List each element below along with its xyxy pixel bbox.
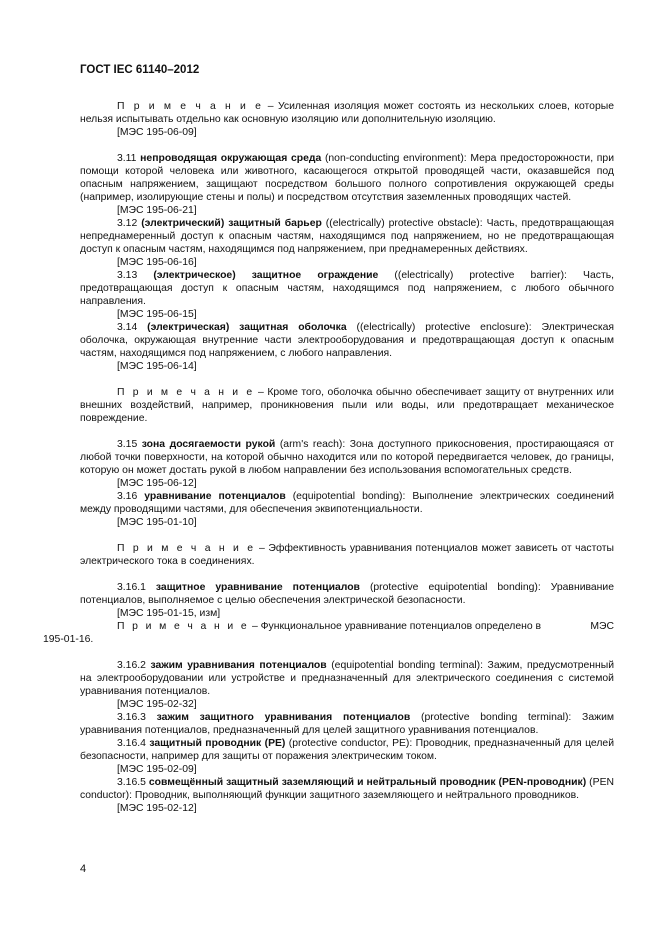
reference: [МЭС 195-06-15] [117, 309, 197, 320]
clause-number: 3.16.2 [117, 660, 146, 671]
note-label: П р и м е ч а н и е [117, 101, 264, 112]
reference: [МЭС 195-06-14] [117, 361, 197, 372]
clause-text: (non-conducting environment): Мера предосторожности, при помощи которой человека или животного, касающегося открытой проводящей части, оказавшейся под опасным напряжением, защищают посредством большого полного сопротивления окружающей среды (например, изолирующие стены и полы) и посредством отсутствия заземленных проводящих частей. [80, 153, 615, 203]
note-paragraph [80, 386, 614, 425]
clause-text: (equipotential bonding): Выполнение электрических соединений между проводящими частями, для обеспечения эквипотенциальности. [80, 491, 615, 515]
reference: [МЭС 195-02-12] [117, 803, 197, 814]
reference: [МЭС 195-02-09] [117, 764, 197, 775]
clause-3-16 [80, 490, 614, 516]
clause-term: (электрическая) защитная оболочка [147, 322, 347, 333]
reference: [МЭС 195-06-09] [117, 127, 197, 138]
clause-text: (protective bonding terminal): Зажим уравнивания потенциалов, предназначенный для целей защитного уравнивания потенциалов. [80, 712, 615, 736]
clause-number: 3.16 [117, 491, 138, 502]
note-ref-tail-2: 195-01-16. [43, 634, 94, 645]
clause-number: 3.16.1 [117, 582, 146, 593]
note-paragraph [43, 620, 614, 646]
clause-number: 3.16.5 [117, 777, 146, 788]
note-paragraph [80, 542, 614, 568]
note-text: – Функциональное уравнивание потенциалов определено в [249, 621, 542, 632]
clause-number: 3.11 [117, 153, 137, 164]
note-label: П р и м е ч а н и е [117, 621, 250, 632]
page-number: 4 [80, 863, 87, 875]
clause-term: уравнивание потенциалов [144, 491, 286, 502]
clause-number: 3.16.4 [117, 738, 146, 749]
clause-term: защитный проводник (PE) [149, 738, 286, 749]
note-ref-tail: МЭС [590, 621, 614, 632]
note-paragraph [80, 100, 614, 126]
reference: [МЭС 195-01-10] [117, 517, 197, 528]
reference: [МЭС 195-06-16] [117, 257, 197, 268]
clause-3-16-2 [80, 659, 614, 698]
clause-text: ((electrically) protective enclosure): Электрическая оболочка, окружающая внутренние части электрооборудования и предотвращающая доступ к опасным частям, находящимся под напряжением, с любого направления. [80, 322, 614, 359]
clause-3-12 [80, 217, 614, 256]
clause-number: 3.14 [117, 322, 138, 333]
clause-term: зона досягаемости рукой [141, 439, 276, 450]
clause-term: (электрическое) защитное ограждение [153, 270, 379, 281]
document-header: ГОСТ IEC 61140–2012 [80, 64, 200, 76]
reference: [МЭС 195-06-12] [117, 478, 197, 489]
clause-3-15 [80, 438, 614, 477]
clause-text: (protective conductor, PE): Проводник, предназначенный для целей безопасности, например для защиты от поражения электрическим током. [80, 738, 614, 762]
clause-number: 3.15 [117, 439, 138, 450]
clause-3-11 [80, 152, 614, 204]
clause-term: зажим уравнивания потенциалов [150, 660, 327, 671]
clause-term: зажим защитного уравнивания потенциалов [156, 712, 411, 723]
clause-number: 3.16.3 [117, 712, 146, 723]
clause-3-16-5 [80, 776, 614, 802]
note-text: – Усиленная изоляция может состоять из нескольких слоев, которые нельзя испытывать отдельно как основную изоляцию или дополнительную изоляцию. [80, 101, 614, 125]
reference: [МЭС 195-06-21] [117, 205, 197, 216]
note-text: – Эффективность уравнивания потенциалов может зависеть от частоты электрического тока в соединениях. [80, 543, 614, 567]
reference: [МЭС 195-01-15, изм] [117, 608, 221, 619]
clause-term: защитное уравнивание потенциалов [155, 582, 360, 593]
note-label: П р и м е ч а н и е [117, 387, 255, 398]
clause-term: совмещённый защитный заземляющий и нейтральный проводник (PEN-проводник) [148, 777, 587, 788]
clause-text: ((electrically) protective barrier): Часть, предотвращающая доступ к опасным частям, находящимся под напряжением, с любого обычного направления. [80, 270, 614, 307]
clause-text: (PEN conductor): Проводник, выполняющий функции защитного заземляющего и нейтрального проводников. [80, 777, 614, 801]
clause-term: (электрический) защитный барьер [141, 218, 322, 229]
clause-number: 3.12 [117, 218, 138, 229]
clause-text: (equipotential bonding terminal): Зажим, предусмотренный на электрооборудовании или устройстве и предназначенный для электрического соединения с системой уравнивания потенциалов. [80, 660, 615, 697]
clause-3-13 [80, 269, 614, 308]
clause-3-16-4 [80, 737, 614, 763]
clause-3-14 [80, 321, 614, 360]
note-label: П р и м е ч а н и е [117, 543, 256, 554]
clause-text: ((electrically) protective obstacle): Часть, предотвращающая непреднамеренный доступ к опасным частям, находящимся под напряжением, но не предотвращающая доступ к опасным частям, находящимся под напряжением, при преднамеренных действиях. [80, 218, 614, 255]
clause-text: (arm's reach): Зона доступного прикосновения, простирающаяся от любой точки поверхности, на которой обычно находится или по которой передвигается человек, до границы, которую он может достать рукой в любом направлении без использования вспомогательных средств. [80, 439, 615, 476]
clause-3-16-1 [80, 581, 614, 607]
document-body [43, 100, 615, 815]
reference: [МЭС 195-02-32] [117, 699, 197, 710]
clause-number: 3.13 [117, 270, 138, 281]
clause-3-16-3 [80, 711, 614, 737]
clause-term: непроводящая окружающая среда [140, 153, 322, 164]
clause-text: (protective equipotential bonding): Уравнивание потенциалов, выполняемое с целью обеспечения электрической безопасности. [80, 582, 614, 606]
note-text: – Кроме того, оболочка обычно обеспечивает защиту от внутренних или внешних воздействий, например, проникновения пыли или воды, или предотвращает механическое повреждение. [80, 387, 614, 424]
